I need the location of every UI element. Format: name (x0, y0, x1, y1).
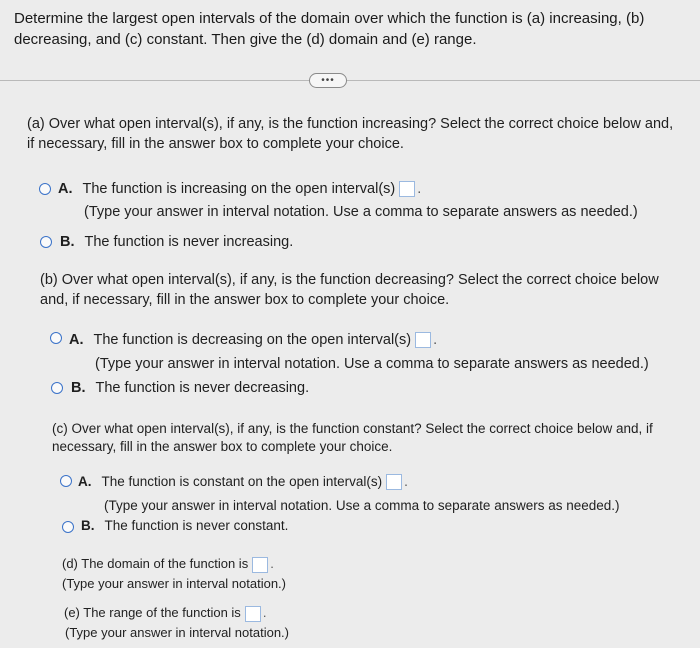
choice-letter: A. (69, 332, 84, 348)
problem-statement: Determine the largest open intervals of the domain over which the function is (a) increasing, (b) decreasing, and (c) constant. Then give the (d) domain and (e) range. (14, 10, 645, 48)
choice-text: The function is increasing on the open interval(s) (82, 181, 396, 197)
choice-text: The function is constant on the open interval(s) (101, 474, 383, 489)
radio-b-choice-a[interactable] (50, 332, 62, 344)
answer-box-constant[interactable] (386, 474, 402, 490)
choice-a-a[interactable] (58, 179, 678, 199)
question-c: (c) Over what open interval(s), if any, is the function constant? Select the correct choice below and, if necessary, fill in the answer box to complete your choice. (52, 421, 653, 454)
range-row (64, 604, 464, 622)
choice-c-b[interactable] (81, 517, 681, 535)
radio-c-choice-a[interactable] (60, 475, 72, 487)
answer-box-domain[interactable] (252, 557, 268, 573)
question-a: (a) Over what open interval(s), if any, is the function increasing? Select the correct choice below and, if necessary, fill in the answer box to complete your choice. (27, 116, 674, 152)
answer-box-decreasing[interactable] (415, 332, 431, 348)
domain-row (62, 555, 462, 573)
note-c: (Type your answer in interval notation. Use a comma to separate answers as needed.) (104, 498, 620, 513)
answer-box-increasing[interactable] (399, 181, 415, 197)
choice-text: The function is never increasing. (84, 234, 294, 250)
choice-letter: B. (81, 518, 95, 533)
note-b: (Type your answer in interval notation. Use a comma to separate answers as needed.) (95, 356, 649, 372)
radio-a-choice-a[interactable] (39, 183, 51, 195)
period: . (433, 332, 438, 348)
radio-a-choice-b[interactable] (40, 236, 52, 248)
choice-b-b[interactable] (71, 378, 671, 398)
choice-a-b[interactable] (60, 232, 660, 252)
expand-more-button[interactable]: ••• (309, 73, 347, 88)
choice-letter: B. (71, 380, 86, 396)
choice-letter: B. (60, 234, 75, 250)
choice-b-a[interactable] (69, 330, 689, 350)
period: . (417, 181, 422, 197)
radio-c-choice-b[interactable] (62, 521, 74, 533)
section-divider (0, 80, 700, 81)
range-label: (e) The range of the function is (64, 605, 241, 620)
answer-box-range[interactable] (245, 606, 261, 622)
range-note: (Type your answer in interval notation.) (65, 625, 289, 640)
period: . (262, 605, 267, 620)
choice-c-a[interactable] (78, 473, 698, 491)
domain-note: (Type your answer in interval notation.) (62, 576, 286, 591)
note-a: (Type your answer in interval notation. Use a comma to separate answers as needed.) (84, 204, 638, 220)
period: . (404, 474, 408, 489)
question-b: (b) Over what open interval(s), if any, is the function decreasing? Select the correct choice below and, if necessary, fill in the answer box to complete your choice. (40, 272, 659, 308)
period: . (270, 556, 274, 571)
choice-text: The function is never decreasing. (95, 380, 310, 396)
radio-b-choice-b[interactable] (51, 382, 63, 394)
choice-letter: A. (58, 181, 73, 197)
choice-text: The function is never constant. (104, 518, 289, 533)
domain-label: (d) The domain of the function is (62, 556, 249, 571)
choice-text: The function is decreasing on the open interval(s) (93, 332, 412, 348)
choice-letter: A. (78, 474, 92, 489)
